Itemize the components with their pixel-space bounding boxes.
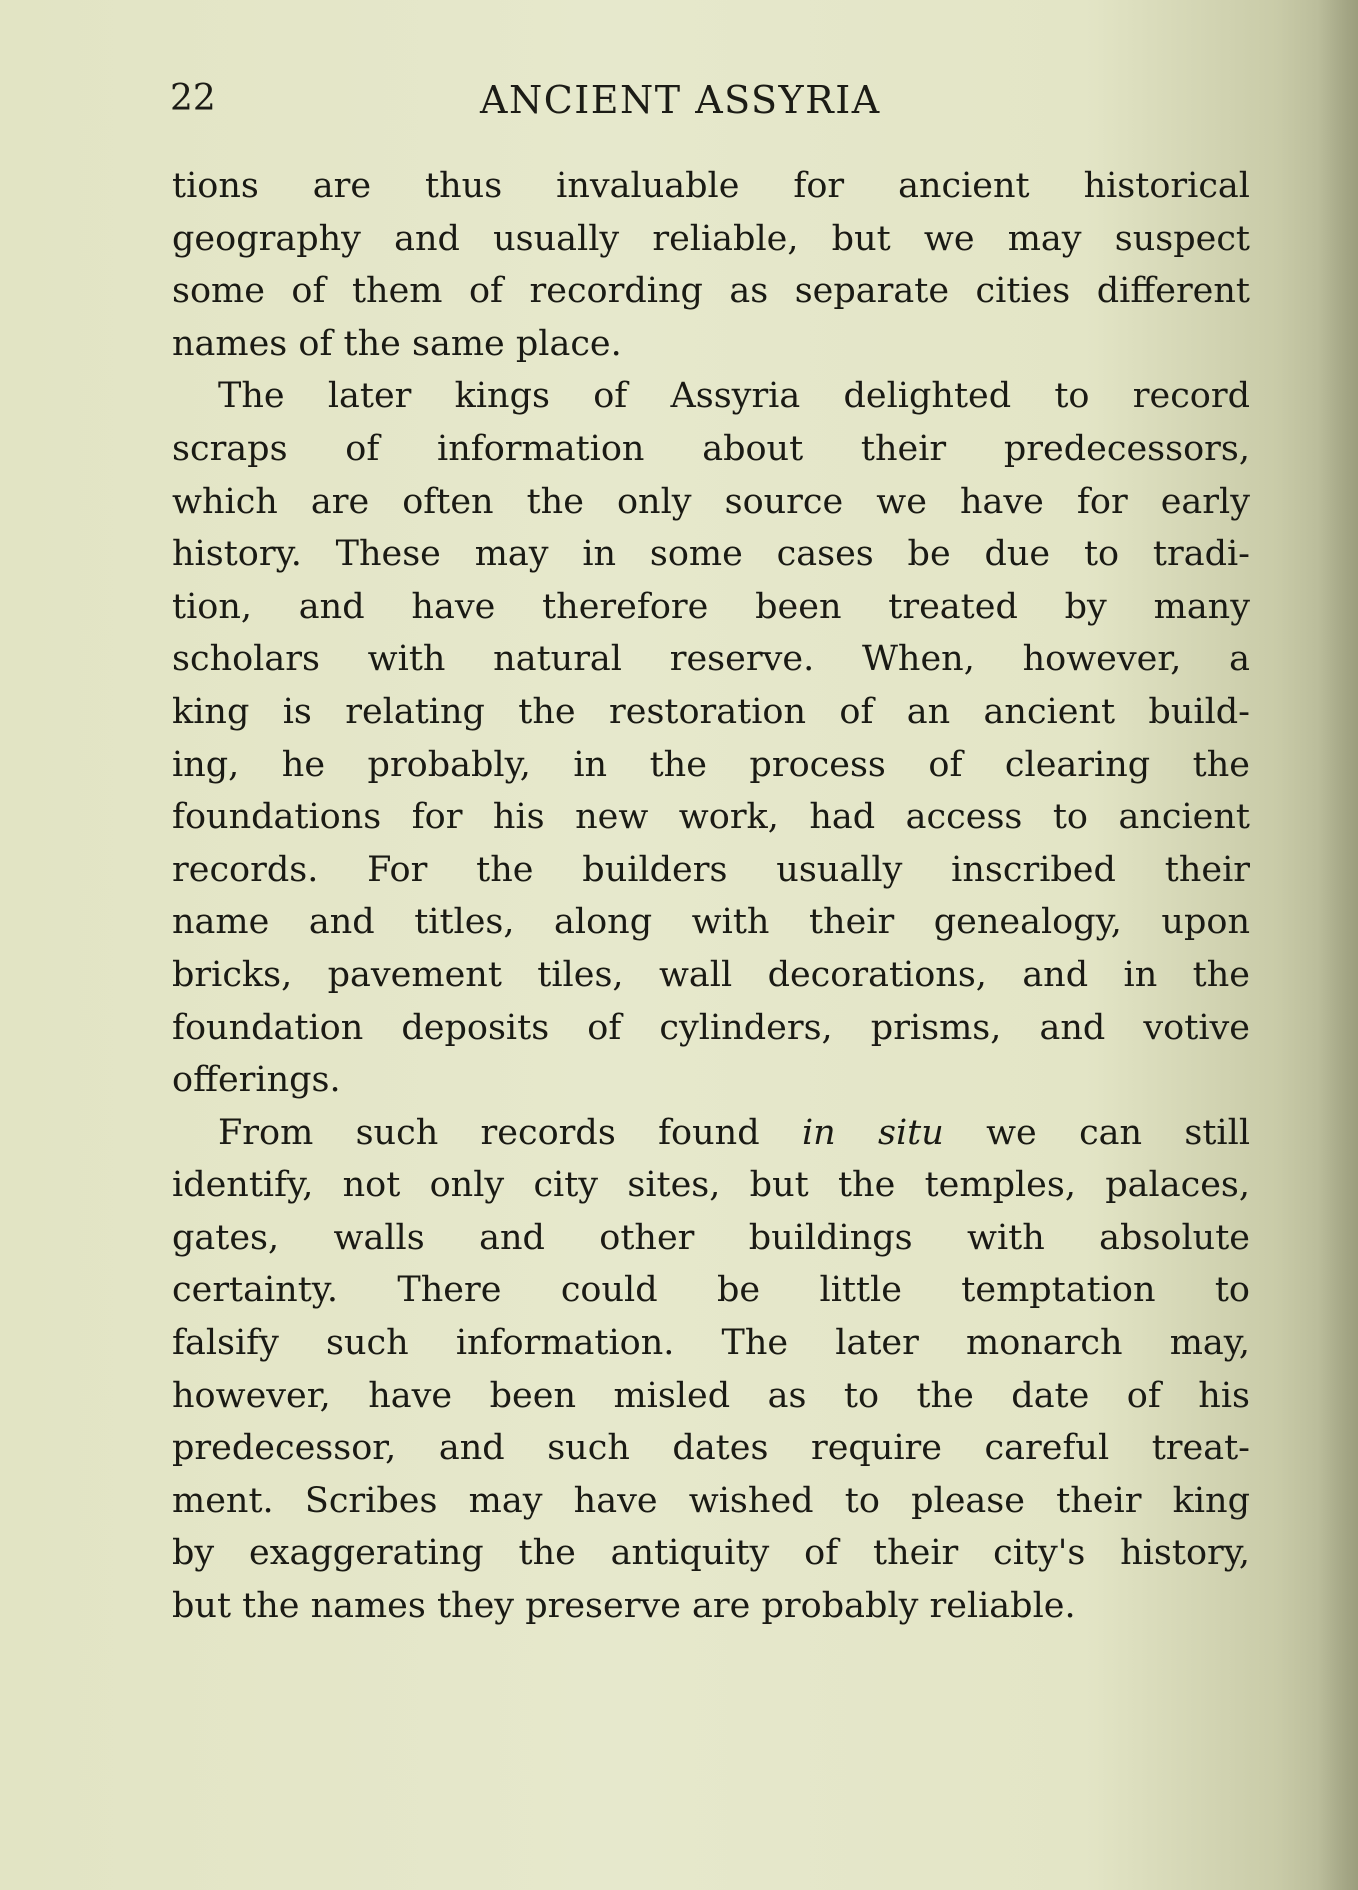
text-segment: From such records found: [218, 1112, 802, 1153]
text-line: foundation deposits of cylinders, prisms, and votive: [172, 1007, 1250, 1048]
text-line: certainty. There could be little temptation to: [172, 1270, 1250, 1311]
text-line: offerings.: [172, 1060, 341, 1101]
text-line: but the names they preserve are probably reliable.: [172, 1586, 1076, 1627]
text-line: falsify such information. The later monarch may,: [172, 1323, 1250, 1364]
text-line: scraps of information about their predecessors,: [172, 428, 1250, 469]
text-line: tions are thus invaluable for ancient historical: [172, 166, 1250, 206]
text-segment: we can still: [943, 1112, 1251, 1153]
text-line: ment. Scribes may have wished to please their king: [172, 1480, 1250, 1521]
text-line: names of the same place.: [172, 323, 622, 364]
paragraph-3: [172, 1107, 1250, 1633]
text-line: by exaggerating the antiquity of their city's history,: [172, 1533, 1250, 1574]
text-line: tion, and have therefore been treated by many: [172, 586, 1250, 627]
text-line: scholars with natural reserve. When, however, a: [172, 639, 1250, 680]
text-line: predecessor, and such dates require careful treat-: [172, 1428, 1250, 1469]
text-line: king is relating the restoration of an ancient build-: [172, 691, 1250, 732]
page-edge-shadow: [1318, 0, 1358, 1890]
text-line: some of them of recording as separate cities different: [172, 271, 1250, 312]
text-line: geography and usually reliable, but we may suspect: [172, 218, 1250, 259]
text-line-with-italic: [172, 1107, 1250, 1160]
text-line: however, have been misled as to the date of his: [172, 1375, 1250, 1416]
text-line: identify, not only city sites, but the temples, palaces,: [172, 1165, 1250, 1206]
text-line: history. These may in some cases be due to tradi-: [172, 534, 1250, 575]
text-line: which are often the only source we have for early: [172, 481, 1250, 522]
text-line: foundations for his new work, had access to ancient: [172, 797, 1250, 838]
running-title: ANCIENT ASSYRIA: [480, 78, 881, 122]
body-text: [172, 160, 1250, 1633]
paragraph-2: [172, 370, 1250, 1106]
text-line: records. For the builders usually inscribed their: [172, 849, 1250, 890]
text-line: ing, he probably, in the process of clearing the: [172, 744, 1250, 785]
italic-phrase: in situ: [801, 1112, 944, 1153]
paragraph-1: [172, 160, 1250, 370]
text-line: The later kings of Assyria delighted to record: [218, 376, 1250, 417]
text-line: gates, walls and other buildings with absolute: [172, 1217, 1250, 1258]
text-line: bricks, pavement tiles, wall decorations, and in the: [172, 954, 1250, 995]
running-header: [170, 78, 1260, 128]
text-line: name and titles, along with their genealogy, upon: [172, 902, 1250, 943]
page-number: 22: [170, 78, 216, 119]
